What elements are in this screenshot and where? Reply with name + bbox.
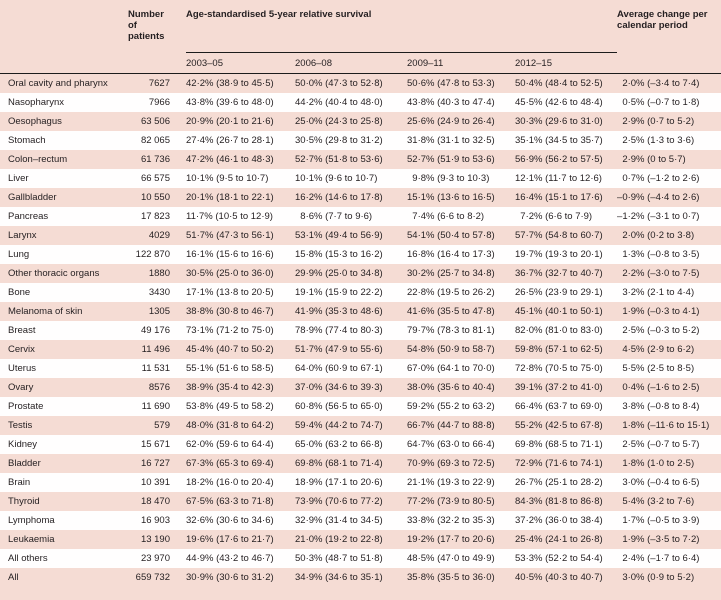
survival-2003-05-cell: 10·1% (9·5 to 10·7)	[186, 173, 269, 184]
survival-2012-15-cell: 39·1% (37·2 to 41·0)	[515, 382, 603, 393]
survival-2006-08-cell: 41·9% (35·3 to 48·6)	[295, 306, 383, 317]
survival-2006-08-cell: 21·0% (19·2 to 22·8)	[295, 534, 383, 545]
site-cell: All others	[8, 553, 48, 564]
survival-2012-15-cell: 55·2% (42·5 to 67·8)	[515, 420, 603, 431]
avg-change-cell: 1·7% (–0·5 to 3·9)	[617, 515, 700, 526]
survival-2003-05-cell: 19·6% (17·6 to 21·7)	[186, 534, 274, 545]
survival-2006-08-cell: 32·9% (31·4 to 34·5)	[295, 515, 383, 526]
period-header-2003-05: 2003–05	[186, 53, 295, 74]
patients-cell: 7966	[148, 97, 170, 108]
avg-change-cell: 0·5% (–0·7 to 1·8)	[617, 97, 700, 108]
table-row	[0, 492, 721, 511]
patients-cell: 8576	[148, 382, 170, 393]
survival-2009-11-cell: 16·8% (16·4 to 17·3)	[407, 249, 495, 260]
survival-2012-15-cell: 40·5% (40·3 to 40·7)	[515, 572, 603, 583]
survival-2003-05-cell: 18·2% (16·0 to 20·4)	[186, 477, 274, 488]
avg-change-cell: 5·5% (2·5 to 8·5)	[617, 363, 695, 374]
avg-change-cell: 2·0% (–3·4 to 7·4)	[617, 78, 700, 89]
survival-2012-15-cell: 37·2% (36·0 to 38·4)	[515, 515, 603, 526]
table-row	[0, 511, 721, 530]
table-row	[0, 150, 721, 169]
survival-2012-15-cell: 12·1% (11·7 to 12·6)	[515, 173, 602, 184]
survival-2009-11-cell: 31·8% (31·1 to 32·5)	[407, 135, 495, 146]
survival-2006-08-cell: 16·2% (14·6 to 17·8)	[295, 192, 383, 203]
avg-change-cell: 3·0% (–0·4 to 6·5)	[617, 477, 700, 488]
survival-2003-05-cell: 67·5% (63·3 to 71·8)	[186, 496, 274, 507]
table-row	[0, 207, 721, 226]
patients-column-header: Number of patients	[128, 9, 165, 42]
survival-2012-15-cell: 36·7% (32·7 to 40·7)	[515, 268, 603, 279]
spacer-cell	[0, 53, 128, 74]
survival-2003-05-cell: 55·1% (51·6 to 58·5)	[186, 363, 274, 374]
avg-change-cell: 3·0% (0·9 to 5·2)	[617, 572, 695, 583]
site-cell: Nasopharynx	[8, 97, 64, 108]
period-header-2009-11: 2009–11	[407, 53, 515, 74]
table-row	[0, 454, 721, 473]
patients-cell: 1880	[148, 268, 170, 279]
avg-change-cell: 3·8% (–0·8 to 8·4)	[617, 401, 700, 412]
avg-change-cell: 0·7% (–1·2 to 2·6)	[617, 173, 700, 184]
period-header-2012-15: 2012–15	[515, 53, 617, 74]
survival-2006-08-cell: 15·8% (15·3 to 16·2)	[295, 249, 383, 260]
survival-2012-15-cell: 59·8% (57·1 to 62·5)	[515, 344, 603, 355]
survival-group-header: Age-standardised 5-year relative survival	[186, 0, 617, 53]
avg-change-cell: 0·4% (–1·6 to 2·5)	[617, 382, 700, 393]
survival-2009-11-cell: 30·2% (25·7 to 34·8)	[407, 268, 495, 279]
survival-2006-08-cell: 69·8% (68·1 to 71·4)	[295, 458, 383, 469]
survival-2012-15-cell: 19·7% (19·3 to 20·1)	[515, 249, 603, 260]
period-header-2006-08: 2006–08	[295, 53, 407, 74]
table-row	[0, 530, 721, 549]
site-cell: Leukaemia	[8, 534, 55, 545]
site-cell: Cervix	[8, 344, 35, 355]
survival-2003-05-cell: 48·0% (31·8 to 64·2)	[186, 420, 274, 431]
survival-2012-15-cell: 30·3% (29·6 to 31·0)	[515, 116, 603, 127]
survival-2003-05-cell: 43·8% (39·6 to 48·0)	[186, 97, 274, 108]
survival-2006-08-cell: 18·9% (17·1 to 20·6)	[295, 477, 383, 488]
survival-2006-08-cell: 59·4% (44·2 to 74·7)	[295, 420, 383, 431]
avg-change-cell: 4·5% (2·9 to 6·2)	[617, 344, 695, 355]
patients-cell: 66 575	[140, 173, 170, 184]
survival-2006-08-cell: 37·0% (34·6 to 39·3)	[295, 382, 383, 393]
patients-cell: 579	[154, 420, 170, 431]
avg-change-cell: 2·5% (–0·3 to 5·2)	[617, 325, 700, 336]
table-row	[0, 131, 721, 150]
survival-2003-05-cell: 51·7% (47·3 to 56·1)	[186, 230, 274, 241]
survival-2006-08-cell: 19·1% (15·9 to 22·2)	[295, 287, 383, 298]
survival-2012-15-cell: 16·4% (15·1 to 17·6)	[515, 192, 603, 203]
survival-2003-05-cell: 17·1% (13·8 to 20·5)	[186, 287, 274, 298]
site-cell: Oesophagus	[8, 116, 62, 127]
site-cell: Lymphoma	[8, 515, 55, 526]
survival-2012-15-cell: 26·7% (25·1 to 28·2)	[515, 477, 603, 488]
patients-cell: 7627	[148, 78, 170, 89]
patients-cell: 49 176	[140, 325, 170, 336]
survival-2009-11-cell: 38·0% (35·6 to 40·4)	[407, 382, 495, 393]
table-row	[0, 112, 721, 131]
patients-cell: 18 470	[140, 496, 170, 507]
survival-2006-08-cell: 52·7% (51·8 to 53·6)	[295, 154, 383, 165]
table-row	[0, 245, 721, 264]
survival-2012-15-cell: 84·3% (81·8 to 86·8)	[515, 496, 603, 507]
survival-2006-08-cell: 73·9% (70·6 to 77·2)	[295, 496, 383, 507]
patients-cell: 4029	[148, 230, 170, 241]
survival-2003-05-cell: 32·6% (30·6 to 34·6)	[186, 515, 274, 526]
site-cell: Pancreas	[8, 211, 49, 222]
survival-2009-11-cell: 33·8% (32·2 to 35·3)	[407, 515, 495, 526]
survival-2012-15-cell: 45·1% (40·1 to 50·1)	[515, 306, 603, 317]
table-row	[0, 283, 721, 302]
table-row	[0, 264, 721, 283]
site-cell: Liver	[8, 173, 29, 184]
avg-change-cell: 2·9% (0 to 5·7)	[617, 154, 686, 165]
patients-cell: 23 970	[140, 553, 170, 564]
patients-cell: 10 391	[140, 477, 170, 488]
avg-change-cell: –0·9% (–4·4 to 2·6)	[617, 192, 700, 203]
site-cell: Brain	[8, 477, 31, 488]
survival-2009-11-cell: 41·6% (35·5 to 47·8)	[407, 306, 495, 317]
avg-change-cell: 1·3% (–0·8 to 3·5)	[617, 249, 700, 260]
site-cell: Larynx	[8, 230, 37, 241]
survival-2009-11-cell: 52·7% (51·9 to 53·6)	[407, 154, 495, 165]
patients-cell: 122 870	[135, 249, 170, 260]
site-cell: Thyroid	[8, 496, 40, 507]
survival-2003-05-cell: 45·4% (40·7 to 50·2)	[186, 344, 274, 355]
site-cell: Uterus	[8, 363, 36, 374]
survival-2006-08-cell: 44·2% (40·4 to 48·0)	[295, 97, 383, 108]
survival-2009-11-cell: 15·1% (13·6 to 16·5)	[407, 192, 495, 203]
survival-2009-11-cell: 48·5% (47·0 to 49·9)	[407, 553, 495, 564]
avg-change-cell: 2·9% (0·7 to 5·2)	[617, 116, 695, 127]
survival-2003-05-cell: 20·1% (18·1 to 22·1)	[186, 192, 274, 203]
site-cell: Colon–rectum	[8, 154, 68, 165]
table-row	[0, 568, 721, 587]
site-cell: All	[8, 572, 19, 583]
avg-change-cell: –1·2% (–3·1 to 0·7)	[617, 211, 700, 222]
avg-change-cell: 1·8% (1·0 to 2·5)	[617, 458, 695, 469]
table-row	[0, 435, 721, 454]
survival-2003-05-cell: 38·9% (35·4 to 42·3)	[186, 382, 274, 393]
survival-2006-08-cell: 8·6% (7·7 to 9·6)	[295, 211, 373, 222]
survival-2003-05-cell: 44·9% (43·2 to 46·7)	[186, 553, 274, 564]
table-row	[0, 302, 721, 321]
patients-cell: 13 190	[140, 534, 170, 545]
survival-2009-11-cell: 19·2% (17·7 to 20·6)	[407, 534, 495, 545]
survival-2003-05-cell: 47·2% (46·1 to 48·3)	[186, 154, 274, 165]
survival-2003-05-cell: 20·9% (20·1 to 21·6)	[186, 116, 274, 127]
survival-2012-15-cell: 82·0% (81·0 to 83·0)	[515, 325, 603, 336]
patients-cell: 10 550	[140, 192, 170, 203]
survival-2012-15-cell: 7·2% (6·6 to 7·9)	[515, 211, 593, 222]
site-cell: Bladder	[8, 458, 41, 469]
patients-cell: 63 506	[140, 116, 170, 127]
patients-cell: 61 736	[140, 154, 170, 165]
spacer-cell	[128, 53, 186, 74]
avg-change-cell: 2·0% (0·2 to 3·8)	[617, 230, 695, 241]
survival-2006-08-cell: 64·0% (60·9 to 67·1)	[295, 363, 383, 374]
survival-2009-11-cell: 7·4% (6·6 to 8·2)	[407, 211, 485, 222]
survival-2003-05-cell: 27·4% (26·7 to 28·1)	[186, 135, 274, 146]
avg-change-cell: 2·4% (–1·7 to 6·4)	[617, 553, 700, 564]
patients-cell: 16 727	[140, 458, 170, 469]
survival-2006-08-cell: 50·3% (48·7 to 51·8)	[295, 553, 383, 564]
avg-change-cell: 2·2% (–3·0 to 7·5)	[617, 268, 700, 279]
table-row	[0, 74, 721, 94]
survival-2012-15-cell: 50·4% (48·4 to 52·5)	[515, 78, 603, 89]
site-cell: Testis	[8, 420, 33, 431]
avg-change-column-header: Average change per calendar period	[617, 9, 708, 31]
table-row	[0, 473, 721, 492]
avg-change-cell: 2·5% (1·3 to 3·6)	[617, 135, 695, 146]
group-header-row	[0, 0, 721, 53]
site-column-header	[0, 0, 128, 53]
survival-2012-15-cell: 69·8% (68·5 to 71·1)	[515, 439, 603, 450]
table-row	[0, 359, 721, 378]
site-cell: Oral cavity and pharynx	[8, 78, 108, 89]
site-cell: Prostate	[8, 401, 44, 412]
survival-2009-11-cell: 67·0% (64·1 to 70·0)	[407, 363, 495, 374]
survival-2009-11-cell: 43·8% (40·3 to 47·4)	[407, 97, 495, 108]
table-row	[0, 416, 721, 435]
avg-change-cell: 1·9% (–0·3 to 4·1)	[617, 306, 700, 317]
survival-2006-08-cell: 53·1% (49·4 to 56·9)	[295, 230, 383, 241]
survival-2003-05-cell: 38·8% (30·8 to 46·7)	[186, 306, 274, 317]
table-row	[0, 93, 721, 112]
table-row	[0, 397, 721, 416]
survival-2009-11-cell: 50·6% (47·8 to 53·3)	[407, 78, 495, 89]
survival-2009-11-cell: 9·8% (9·3 to 10·3)	[407, 173, 490, 184]
site-cell: Ovary	[8, 382, 34, 393]
survival-2003-05-cell: 53·8% (49·5 to 58·2)	[186, 401, 274, 412]
avg-change-cell: 3·2% (2·1 to 4·4)	[617, 287, 695, 298]
avg-change-cell: 1·8% (–11·6 to 15·1)	[617, 420, 710, 431]
survival-2003-05-cell: 30·5% (25·0 to 36·0)	[186, 268, 274, 279]
site-cell: Other thoracic organs	[8, 268, 100, 279]
patients-cell: 17 823	[140, 211, 170, 222]
avg-change-cell: 5·4% (3·2 to 7·6)	[617, 496, 695, 507]
table-row	[0, 226, 721, 245]
table-row	[0, 321, 721, 340]
table-body	[0, 74, 721, 588]
table-row	[0, 378, 721, 397]
site-cell: Bone	[8, 287, 31, 298]
survival-2009-11-cell: 54·8% (50·9 to 58·7)	[407, 344, 495, 355]
survival-2012-15-cell: 66·4% (63·7 to 69·0)	[515, 401, 603, 412]
table-row	[0, 169, 721, 188]
survival-2003-05-cell: 73·1% (71·2 to 75·0)	[186, 325, 274, 336]
survival-2009-11-cell: 66·7% (44·7 to 88·8)	[407, 420, 495, 431]
survival-2003-05-cell: 16·1% (15·6 to 16·6)	[186, 249, 274, 260]
survival-2009-11-cell: 64·7% (63·0 to 66·4)	[407, 439, 495, 450]
survival-2006-08-cell: 65·0% (63·2 to 66·8)	[295, 439, 383, 450]
table-header	[0, 0, 721, 74]
survival-2006-08-cell: 34·9% (34·6 to 35·1)	[295, 572, 383, 583]
patients-cell: 16 903	[140, 515, 170, 526]
table-row	[0, 340, 721, 359]
spacer-cell	[617, 53, 721, 74]
site-cell: Breast	[8, 325, 36, 336]
table-row	[0, 188, 721, 207]
survival-2006-08-cell: 50·0% (47·3 to 52·8)	[295, 78, 383, 89]
survival-2009-11-cell: 25·6% (24·9 to 26·4)	[407, 116, 495, 127]
survival-2003-05-cell: 67·3% (65·3 to 69·4)	[186, 458, 274, 469]
patients-cell: 3430	[148, 287, 170, 298]
survival-2009-11-cell: 54·1% (50·4 to 57·8)	[407, 230, 495, 241]
survival-2012-15-cell: 26·5% (23·9 to 29·1)	[515, 287, 603, 298]
survival-2006-08-cell: 29·9% (25·0 to 34·8)	[295, 268, 383, 279]
survival-2006-08-cell: 25·0% (24·3 to 25·8)	[295, 116, 383, 127]
survival-2009-11-cell: 70·9% (69·3 to 72·5)	[407, 458, 495, 469]
survival-2003-05-cell: 30·9% (30·6 to 31·2)	[186, 572, 274, 583]
survival-2006-08-cell: 10·1% (9·6 to 10·7)	[295, 173, 378, 184]
patients-cell: 82 065	[140, 135, 170, 146]
site-cell: Melanoma of skin	[8, 306, 83, 317]
survival-2003-05-cell: 11·7% (10·5 to 12·9)	[186, 211, 273, 222]
survival-2012-15-cell: 45·5% (42·6 to 48·4)	[515, 97, 603, 108]
survival-2003-05-cell: 42·2% (38·9 to 45·5)	[186, 78, 274, 89]
survival-2012-15-cell: 72·9% (71·6 to 74·1)	[515, 458, 603, 469]
survival-2009-11-cell: 35·8% (35·5 to 36·0)	[407, 572, 495, 583]
site-cell: Stomach	[8, 135, 46, 146]
survival-2009-11-cell: 79·7% (78·3 to 81·1)	[407, 325, 495, 336]
survival-2012-15-cell: 72·8% (70·5 to 75·0)	[515, 363, 603, 374]
patients-cell: 11 496	[141, 344, 170, 355]
survival-2006-08-cell: 78·9% (77·4 to 80·3)	[295, 325, 383, 336]
survival-2012-15-cell: 25·4% (24·1 to 26·8)	[515, 534, 603, 545]
survival-2006-08-cell: 51·7% (47·9 to 55·6)	[295, 344, 383, 355]
survival-2003-05-cell: 62·0% (59·6 to 64·4)	[186, 439, 274, 450]
site-cell: Kidney	[8, 439, 38, 450]
site-cell: Gallbladder	[8, 192, 57, 203]
site-cell: Lung	[8, 249, 30, 260]
survival-2009-11-cell: 21·1% (19·3 to 22·9)	[407, 477, 495, 488]
patients-cell: 15 671	[140, 439, 170, 450]
survival-2006-08-cell: 60·8% (56·5 to 65·0)	[295, 401, 383, 412]
survival-2009-11-cell: 22·8% (19·5 to 26·2)	[407, 287, 495, 298]
survival-2012-15-cell: 35·1% (34·5 to 35·7)	[515, 135, 603, 146]
period-header-row	[0, 53, 721, 74]
table-row	[0, 549, 721, 568]
avg-change-cell: 2·5% (–0·7 to 5·7)	[617, 439, 700, 450]
survival-2012-15-cell: 57·7% (54·8 to 60·7)	[515, 230, 603, 241]
survival-2006-08-cell: 30·5% (29·8 to 31·2)	[295, 135, 383, 146]
patients-cell: 659 732	[135, 572, 170, 583]
survival-2009-11-cell: 59·2% (55·2 to 63·2)	[407, 401, 495, 412]
survival-2012-15-cell: 53·3% (52·2 to 54·4)	[515, 553, 603, 564]
avg-change-cell: 1·9% (–3·5 to 7·2)	[617, 534, 700, 545]
survival-2012-15-cell: 56·9% (56·2 to 57·5)	[515, 154, 603, 165]
patients-cell: 11 690	[141, 401, 170, 412]
patients-cell: 11 531	[141, 363, 170, 374]
patients-cell: 1305	[148, 306, 170, 317]
survival-2009-11-cell: 77·2% (73·9 to 80·5)	[407, 496, 495, 507]
